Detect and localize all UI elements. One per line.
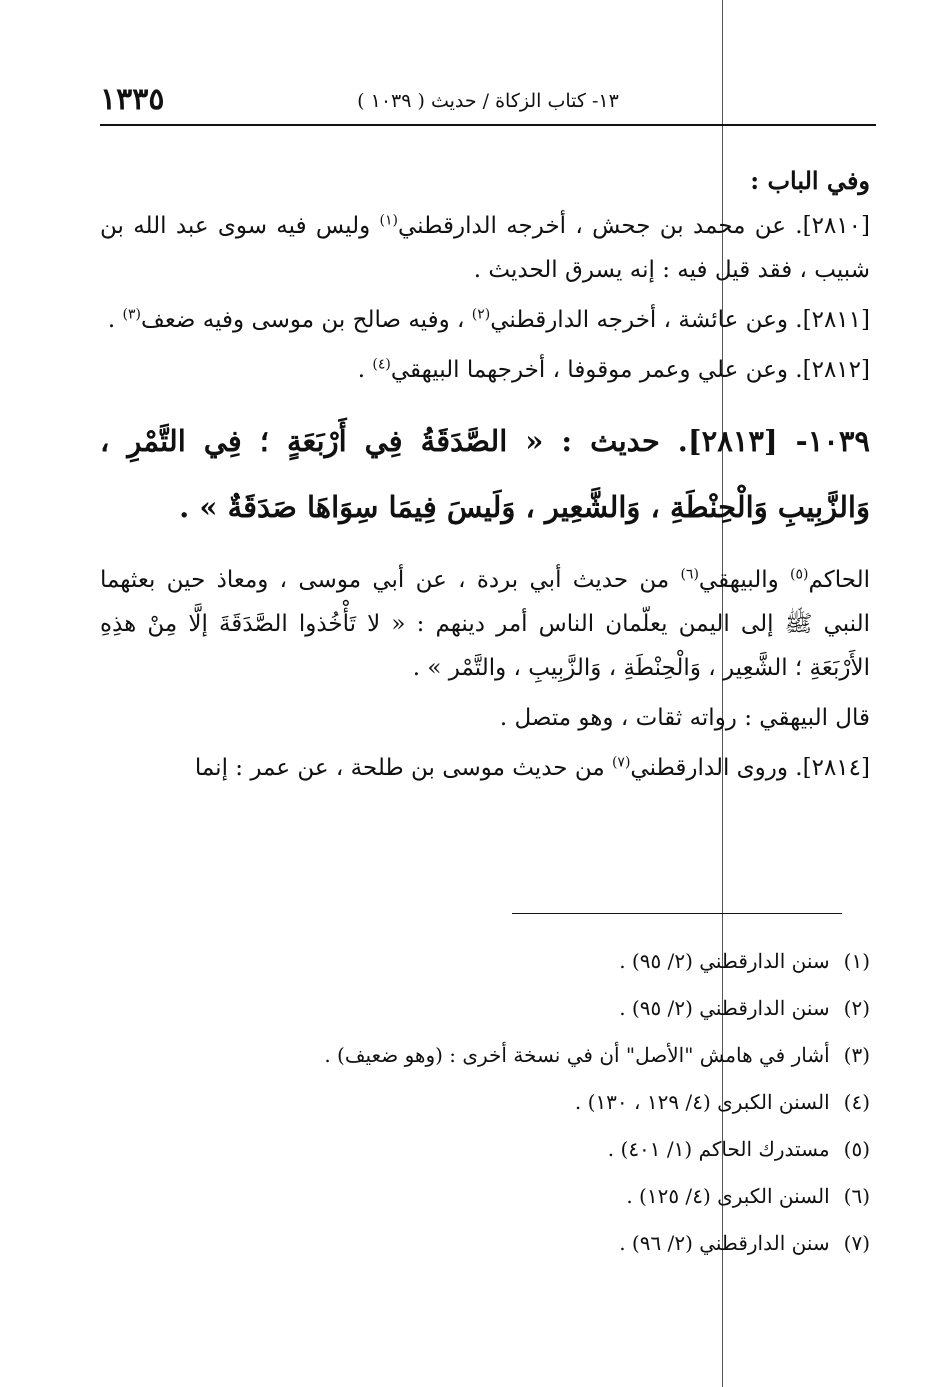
footnote: [100, 1173, 870, 1220]
footnote-number: (١): [843, 949, 870, 973]
commentary-text: الحاكم: [808, 567, 870, 593]
commentary-text: والبيهقي: [698, 567, 791, 593]
entry-2814: [100, 746, 870, 790]
entry-text: ، وفيه صالح بن موسى وفيه ضعف: [141, 307, 472, 333]
entry-text: [٢٨١١]. وعن عائشة ، أخرجه الدارقطني: [490, 307, 870, 333]
footnote: [100, 938, 870, 985]
entry-2812: [100, 348, 870, 392]
footnote-marker: (٧): [611, 754, 631, 771]
footnote-marker: (٢): [471, 306, 491, 323]
entry-text: [٢٨١٠]. عن محمد بن جحش ، أخرجه الدارقطني: [398, 213, 870, 239]
entry-text: [٢٨١٢]. وعن علي وعمر موقوفا ، أخرجهما البيهقي: [390, 357, 870, 383]
footnote-number: (٢): [843, 996, 870, 1020]
commentary-paragraph: [100, 558, 870, 690]
entry-2810: [100, 204, 870, 292]
commentary-paragraph: قال البيهقي : رواته ثقات ، وهو متصل .: [499, 705, 870, 731]
footnote: [100, 1220, 870, 1267]
footnote-number: (٦): [843, 1184, 870, 1208]
footnote: [100, 985, 870, 1032]
hadith-1039: ١٠٣٩- [٢٨١٣]. حديث : « الصَّدَقَةُ فِي أَرْبَعَةٍ ؛ فِي التَّمْرِ ، وَالزَّبِيبِ وَالْحِنْطَةِ ، وَالشَّعِير ، وَلَيسَ فِيمَا سِوَاهَا صَدَقَةٌ » .: [100, 424, 870, 524]
footnote-marker: (١): [379, 212, 398, 229]
footnotes: [100, 938, 870, 1267]
entry-text: .: [107, 307, 123, 333]
footnote-number: (٤): [843, 1090, 870, 1114]
footnote-marker: (٤): [372, 356, 391, 373]
main-text: [100, 158, 870, 796]
entry-text: .: [357, 357, 373, 383]
footnote: [100, 1079, 870, 1126]
entry-text: وليس فيه سوى عبد الله بن شبيب ، فقد قيل فيه : إنه يسرق الحديث .: [100, 213, 870, 283]
footnote-marker: (٥): [790, 566, 809, 583]
footnote-separator: [512, 913, 842, 914]
section-heading: وفي الباب :: [750, 166, 870, 195]
page-number: ١٣٣٥: [100, 82, 165, 117]
running-title: ١٣- كتاب الزكاة / حديث ( ١٠٣٩ ): [357, 90, 619, 112]
footnote: [100, 1126, 870, 1173]
footnote-number: (٣): [843, 1043, 870, 1067]
commentary-text: من حديث أبي بردة ، عن أبي موسى ، ومعاذ حين بعثهما النبي ﷺ إلى اليمن يعلّمان الناس أمر دينهم : « لا تَأْخُذوا الصَّدَقَةَ إلَّا مِنْ هذِهِ الأَرْبَعَةِ ؛ الشَّعِير ، وَالْحِنْطَةِ ، وَالزَّبِيبِ ، والتَّمْر » .: [100, 567, 870, 681]
footnote-text: سنن الدارقطني (٢/ ٩٥) .: [619, 996, 830, 1020]
footnote-text: مستدرك الحاكم (١/ ٤٠١) .: [607, 1137, 830, 1161]
entry-text: [٢٨١٤]. وروى الدارقطني: [630, 755, 870, 781]
footnote-number: (٥): [843, 1137, 870, 1161]
footnote-number: (٧): [843, 1231, 870, 1255]
footnote-text: سنن الدارقطني (٢/ ٩٦) .: [619, 1231, 830, 1255]
entry-text: من حديث موسى بن طلحة ، عن عمر : إنما: [194, 755, 612, 781]
footnote-marker: (٦): [680, 566, 699, 583]
entry-2811: [100, 298, 870, 342]
page-header: [100, 82, 876, 126]
footnote-text: السنن الكبرى (٤/ ١٢٩ ، ١٣٠) .: [574, 1090, 830, 1114]
footnote-text: أشار في هامش "الأصل" أن في نسخة أخرى : (وهو ضعيف) .: [324, 1043, 830, 1067]
footnote-text: السنن الكبرى (٤/ ١٢٥) .: [626, 1184, 830, 1208]
footnote: [100, 1032, 870, 1079]
footnote-text: سنن الدارقطني (٢/ ٩٥) .: [619, 949, 830, 973]
footnote-marker: (٣): [122, 306, 142, 323]
